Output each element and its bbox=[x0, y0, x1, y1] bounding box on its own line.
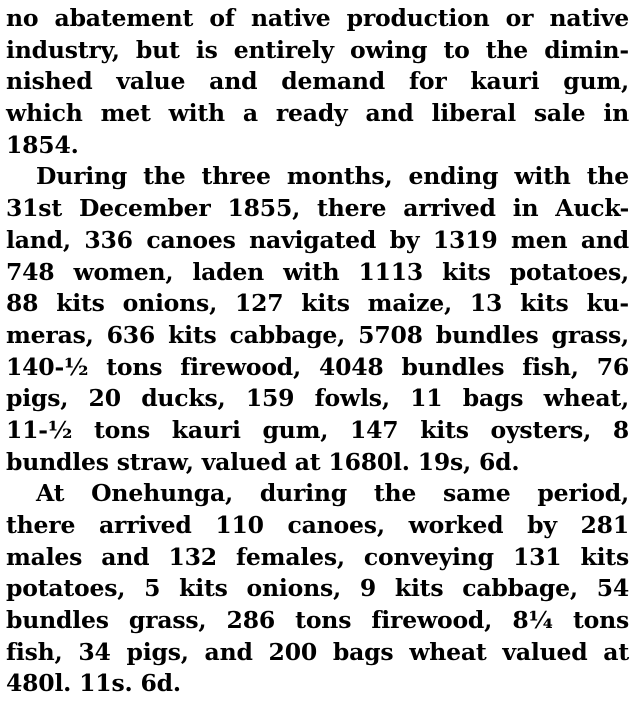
text-line: males and 132 females, conveying 131 kits bbox=[6, 542, 629, 571]
text-line: bundles straw, valued at 1680l. 19s, 6d. bbox=[6, 447, 520, 476]
text-line: 748 women, laden with 1113 kits potatoes, bbox=[6, 257, 629, 286]
paragraph-2 bbox=[6, 161, 629, 478]
paragraph-1 bbox=[6, 3, 629, 161]
text-line: At Onehunga, during the same period, bbox=[36, 479, 629, 508]
text-line: there arrived 110 canoes, worked by 281 bbox=[6, 511, 629, 539]
text-line: 31st December 1855, there arrived in Auck- bbox=[6, 194, 629, 223]
text-line: 1854. bbox=[6, 130, 79, 159]
text-line: industry, but is entirely owing to the dimin- bbox=[6, 35, 629, 64]
text-line: 88 kits onions, 127 kits maize, 13 kits ku- bbox=[6, 289, 629, 318]
text-line: 11-½ tons kauri gum, 147 kits oysters, 8 bbox=[6, 415, 629, 444]
article-text bbox=[6, 3, 629, 700]
text-line: which met with a ready and liberal sale in bbox=[6, 99, 629, 128]
text-line: 480l. 11s. 6d. bbox=[6, 669, 181, 698]
text-line: potatoes, 5 kits onions, 9 kits cabbage, 54 bbox=[6, 574, 629, 603]
text-line: pigs, 20 ducks, 159 fowls, 11 bags wheat, bbox=[6, 384, 629, 413]
text-line: nished value and demand for kauri gum, bbox=[6, 67, 629, 96]
text-line: fish, 34 pigs, and 200 bags wheat valued at bbox=[6, 637, 629, 666]
paragraph-3 bbox=[6, 478, 629, 700]
text-line: bundles grass, 286 tons firewood, 8¼ tons bbox=[6, 606, 629, 635]
text-line: meras, 636 kits cabbage, 5708 bundles grass, bbox=[6, 320, 629, 349]
text-line: land, 336 canoes navigated by 1319 men and bbox=[6, 225, 629, 254]
text-line: 140-½ tons firewood, 4048 bundles fish, 76 bbox=[6, 352, 629, 381]
text-line: During the three months, ending with the bbox=[36, 162, 629, 191]
text-line: no abatement of native production or native bbox=[6, 4, 629, 32]
